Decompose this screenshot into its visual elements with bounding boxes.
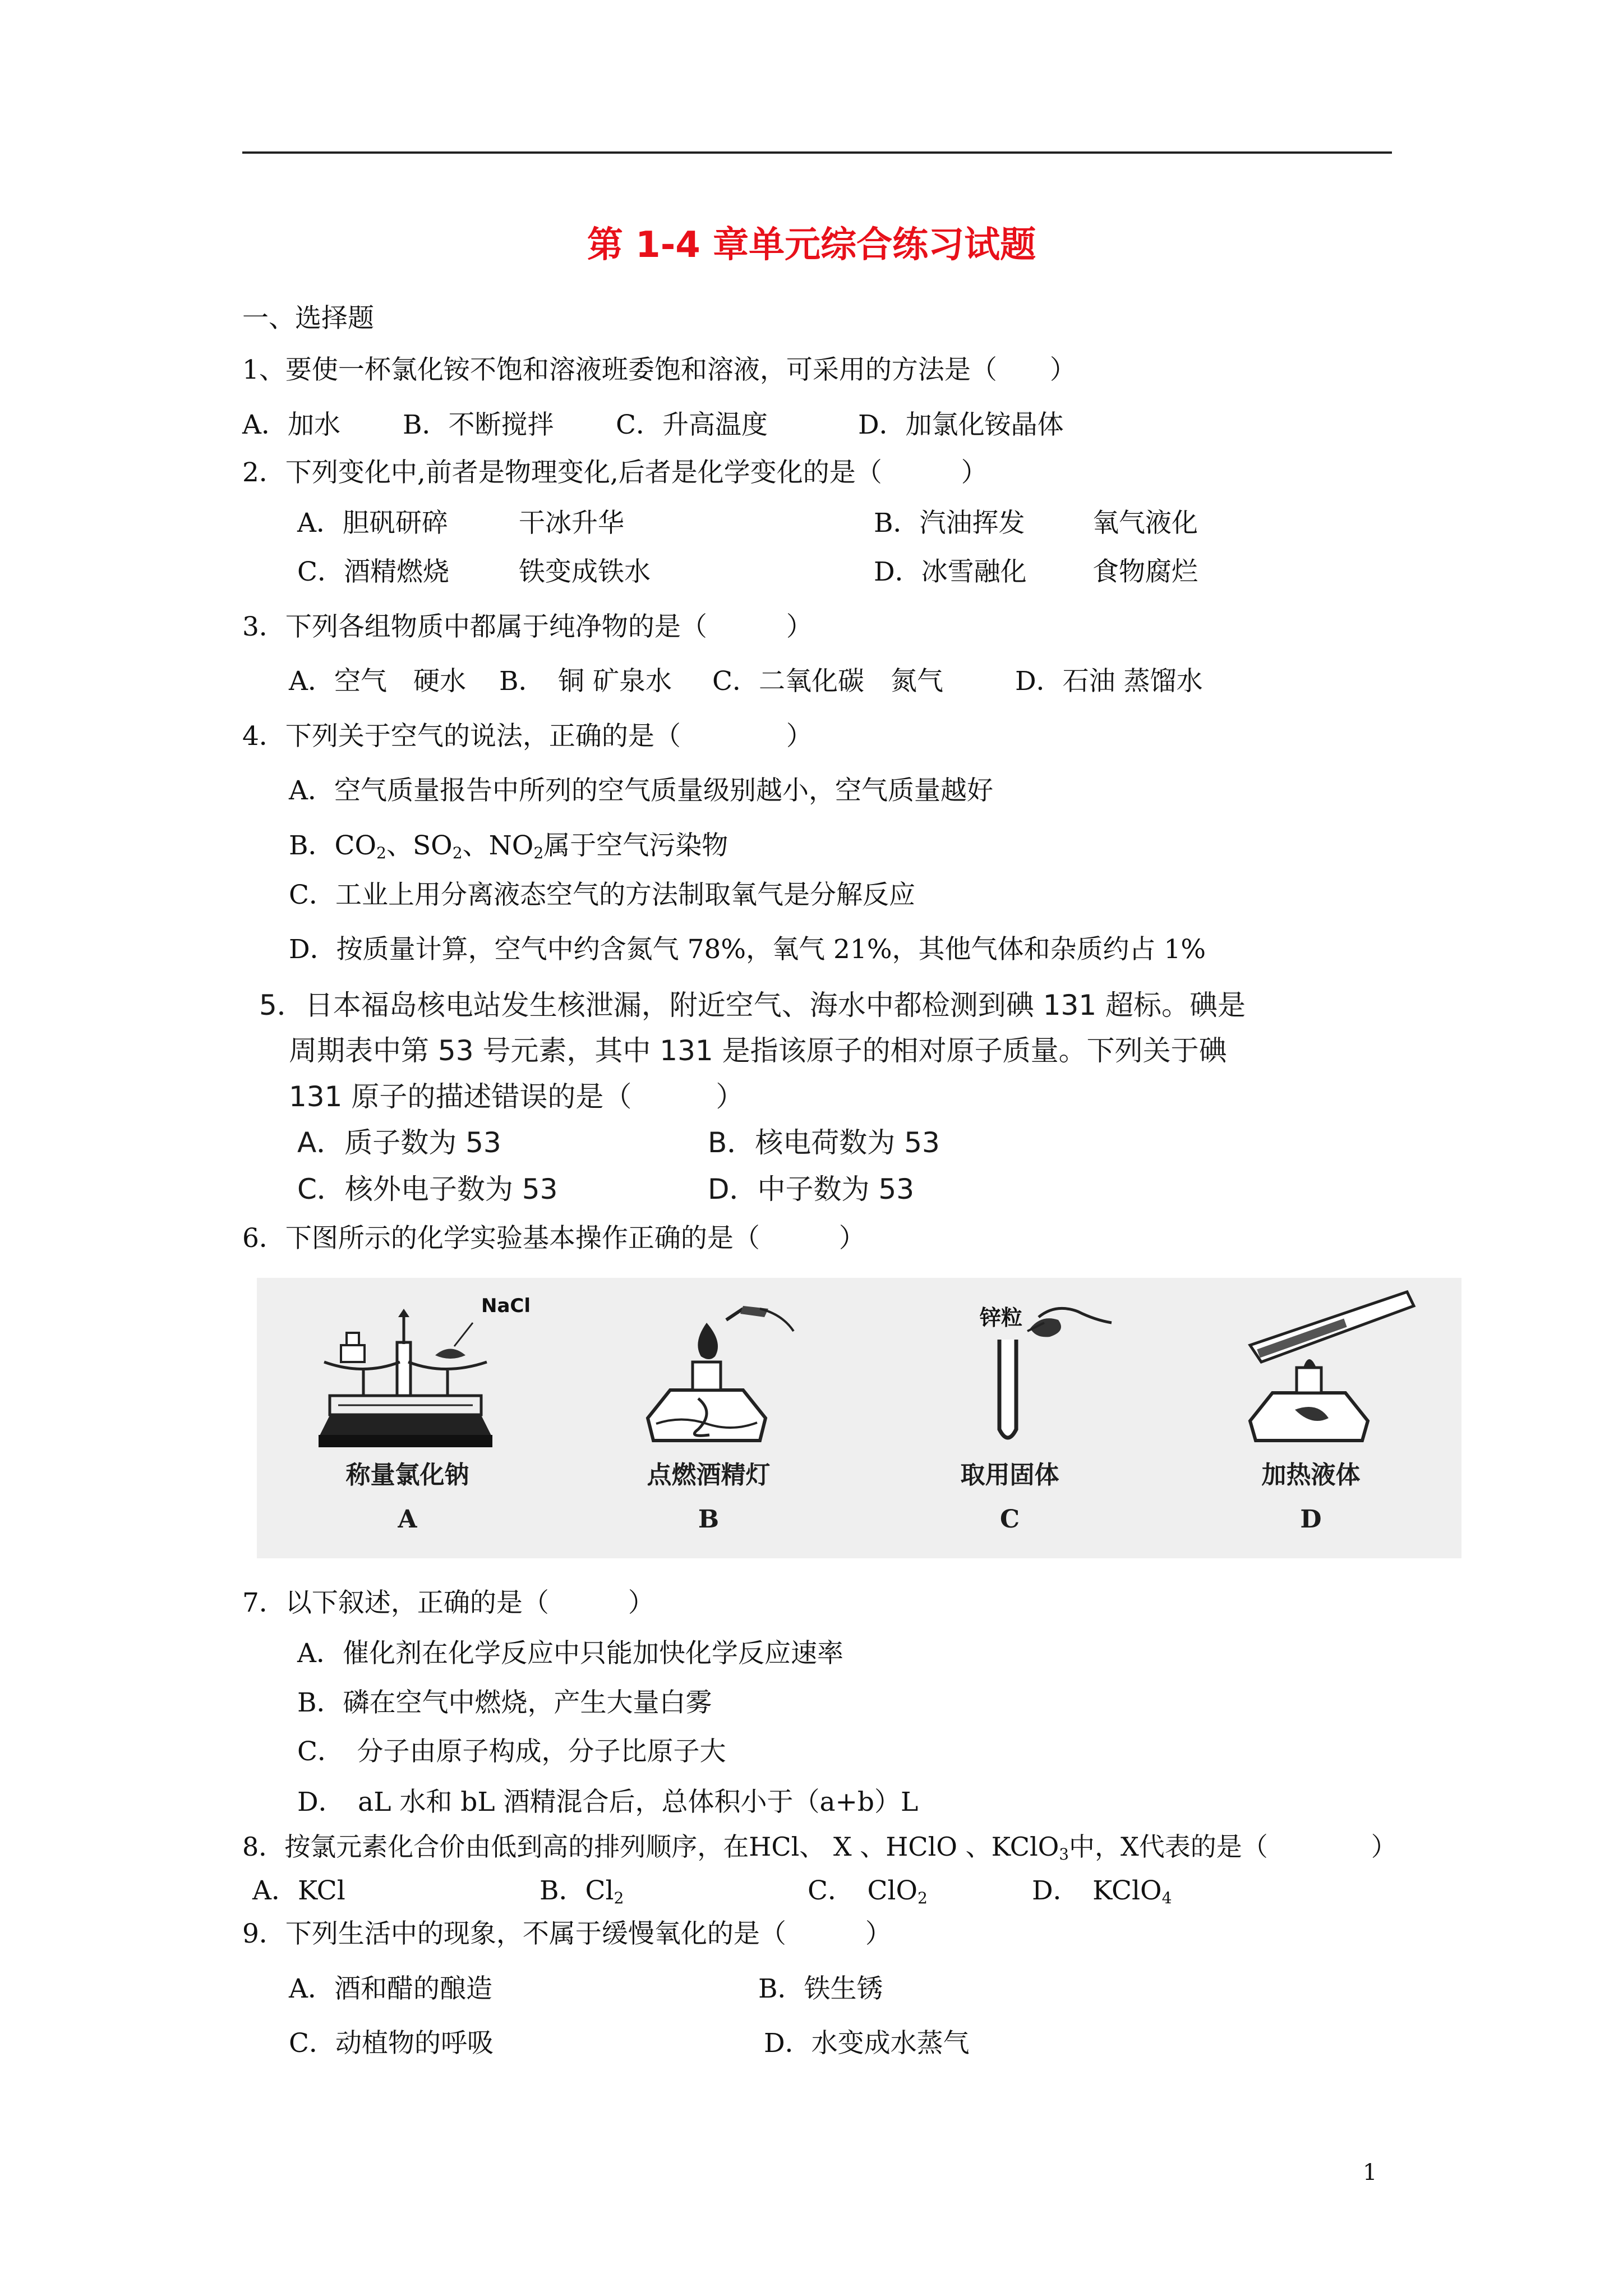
q5-option-c: C．核外电子数为 53	[297, 1173, 558, 1205]
figure-item-c	[859, 1278, 1160, 1558]
figure-item-a	[257, 1278, 558, 1558]
q9-option-d: D．水变成水蒸气	[764, 2028, 970, 2059]
figure-letter-a: A	[398, 1505, 417, 1534]
q5-stem-line3: 131 原子的描述错误的是（ ）	[289, 1080, 744, 1113]
q7-option-d: D． aL 水和 bL 酒精混合后，总体积小于（a+b）L	[297, 1787, 919, 1818]
q3-option-b: B． 铜 矿泉水	[499, 666, 672, 697]
q2-option-c: C．酒精燃烧	[297, 556, 449, 587]
q4-option-c: C．工业上用分离液态空气的方法制取氧气是分解反应	[289, 880, 915, 910]
q2-option-d-second: 食物腐烂	[1092, 556, 1198, 587]
q2-option-b-second: 氧气液化	[1092, 508, 1198, 539]
alcohol-lamp-icon	[558, 1278, 859, 1463]
q2-option-d: D．冰雪融化	[874, 556, 1027, 587]
figure-letter-d: D	[1300, 1505, 1322, 1534]
figure-item-b	[558, 1278, 859, 1558]
q8-option-b: B．$Cl_2$	[540, 1875, 624, 1908]
q4-option-b: B．$CO_2$、$SO_2$、$NO_2$属于空气污染物	[289, 830, 728, 863]
q8-option-d: D． KClO$_4$	[1032, 1875, 1172, 1908]
figure-caption-b: 点燃酒精灯	[647, 1461, 771, 1489]
header-rule	[242, 151, 1392, 154]
q2-option-b: B．汽油挥发	[874, 508, 1025, 539]
q1-option-a: A．加水	[242, 409, 340, 440]
q1-stem: 1、要使一杯氯化铵不饱和溶液班委饱和溶液，可采用的方法是（ ）	[242, 355, 1076, 385]
q2-option-a-second: 干冰升华	[519, 508, 624, 539]
q8-option-c: C． ClO$_2$	[808, 1875, 928, 1908]
q5-stem-line2: 周期表中第 53 号元素，其中 131 是指该原子的相对原子质量。下列关于碘	[289, 1034, 1227, 1067]
q2-option-c-second: 铁变成铁水	[519, 556, 651, 587]
q4-option-a: A．空气质量报告中所列的空气质量级别越小，空气质量越好	[289, 775, 993, 806]
q3-option-a: A．空气 硬水	[289, 666, 466, 697]
q7-option-b: B．磷在空气中燃烧，产生大量白雾	[297, 1687, 712, 1718]
q7-stem: 7．以下叙述，正确的是（ ）	[242, 1588, 654, 1618]
q9-option-c: C．动植物的呼吸	[289, 2028, 494, 2059]
q8-option-a: A．KCl	[252, 1875, 345, 1906]
q1-option-b: B．不断搅拌	[403, 409, 554, 440]
q3-option-c: C．二氧化碳 氮气	[712, 666, 943, 697]
figure-caption-d: 加热液体	[1261, 1461, 1361, 1489]
figure-letter-c: C	[999, 1505, 1020, 1534]
q3-stem: 3．下列各组物质中都属于纯净物的是（ ）	[242, 611, 813, 642]
q8-stem: 8．按氯元素化合价由低到高的排列顺序，在HCl、 X 、HClO 、KClO$_3$中，X代表的是（ ）	[242, 1832, 1397, 1864]
figure-letter-b: B	[698, 1505, 720, 1534]
section-heading: 一、选择题	[242, 303, 374, 334]
q5-stem-line1: 5．日本福岛核电站发生核泄漏，附近空气、海水中都检测到碘 131 超标。碘是	[259, 989, 1246, 1022]
figure-caption-a: 称量氯化钠	[345, 1461, 469, 1489]
q5-option-a: A．质子数为 53	[297, 1126, 501, 1159]
q1-option-d: D．加氯化铵晶体	[858, 409, 1064, 440]
figure-item-d	[1160, 1278, 1461, 1558]
nacl-label: NaCl	[481, 1295, 531, 1317]
q1-option-c: C．升高温度	[616, 409, 768, 440]
figure-caption-c: 取用固体	[960, 1461, 1059, 1489]
q5-option-b: B．核电荷数为 53	[708, 1126, 940, 1159]
q4-option-d: D．按质量计算，空气中约含氮气 78%，氧气 21%，其他气体和杂质约占 1%	[289, 934, 1206, 965]
q7-option-a: A．催化剂在化学反应中只能加快化学反应速率	[297, 1638, 843, 1669]
q9-option-a: A．酒和醋的酿造	[289, 1973, 492, 2004]
q6-stem: 6．下图所示的化学实验基本操作正确的是（ ）	[242, 1223, 865, 1254]
q3-option-d: D．石油 蒸馏水	[1015, 666, 1203, 697]
q7-option-c: C． 分子由原子构成，分子比原子大	[297, 1736, 726, 1767]
page-title: 第 1-4 章单元综合练习试题	[587, 224, 1036, 266]
q9-option-b: B．铁生锈	[758, 1973, 883, 2004]
q2-option-a: A．胆矾研碎	[297, 508, 448, 539]
q2-stem: 2．下列变化中,前者是物理变化,后者是化学变化的是（ ）	[242, 457, 988, 488]
page-number: 1	[1363, 2160, 1377, 2185]
q9-stem: 9．下列生活中的现象，不属于缓慢氧化的是（ ）	[242, 1918, 892, 1949]
lab-operations-figure	[257, 1278, 1461, 1558]
q5-option-d: D．中子数为 53	[708, 1173, 915, 1205]
q4-stem: 4．下列关于空气的说法，正确的是（ ）	[242, 721, 813, 752]
heating-liquid-icon	[1160, 1278, 1461, 1463]
zinc-granules-label: 锌粒	[980, 1305, 1023, 1330]
